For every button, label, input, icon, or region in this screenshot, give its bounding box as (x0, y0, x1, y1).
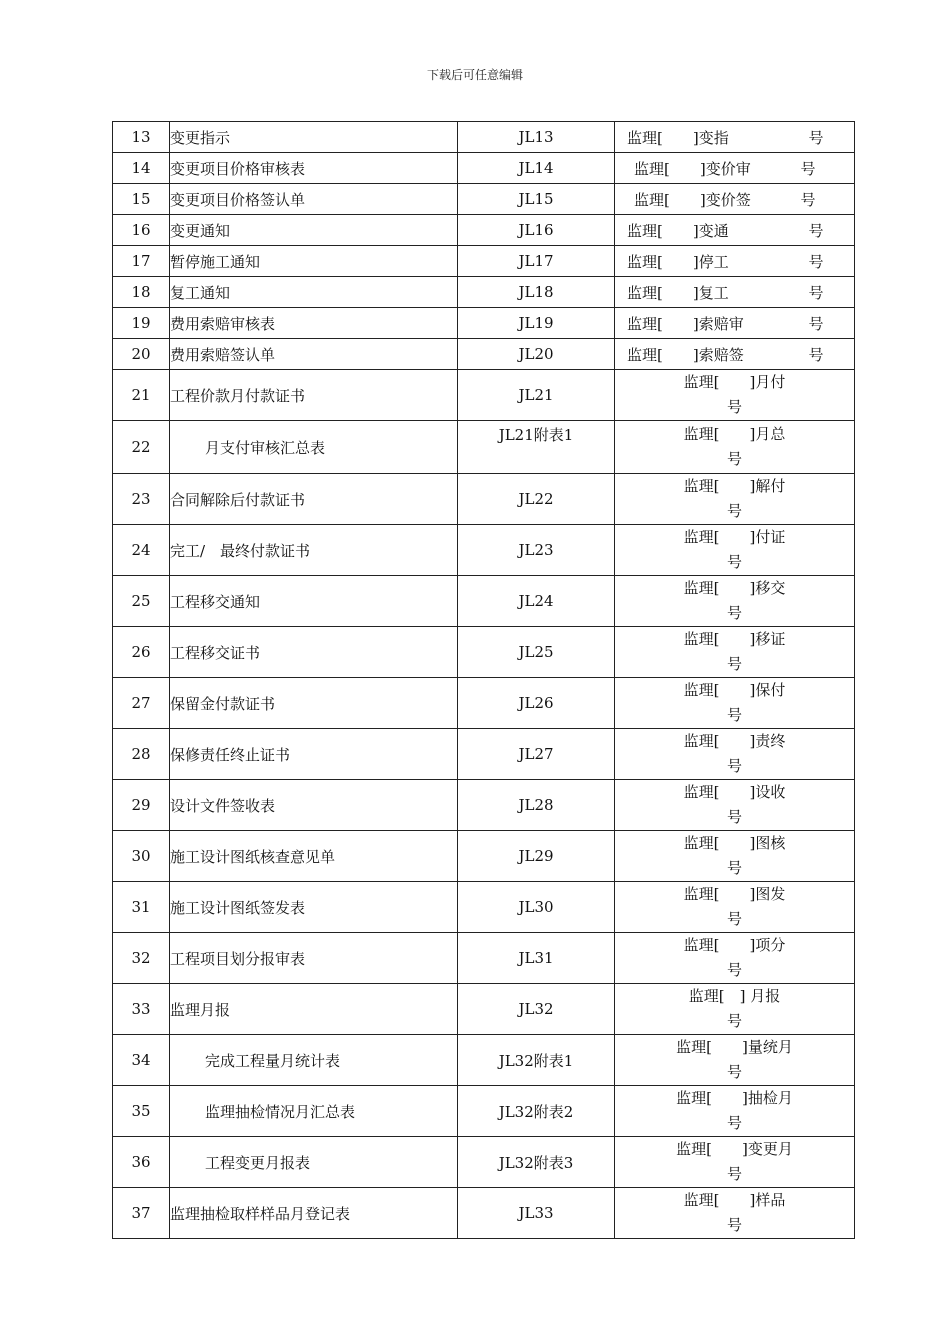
form-code: JL21 (458, 370, 615, 421)
document-number-format (615, 370, 855, 421)
form-code: JL30 (458, 882, 615, 933)
form-code: JL17 (458, 246, 615, 277)
ref-line-2: 号 (726, 1165, 742, 1183)
row-number: 32 (113, 933, 170, 984)
form-name: 暂停施工通知 (170, 246, 458, 277)
form-name: 完成工程量月统计表 (170, 1035, 458, 1086)
row-number: 36 (113, 1137, 170, 1188)
form-code: JL16 (458, 215, 615, 246)
row-number: 33 (113, 984, 170, 1035)
ref-line-1: 监理[ ]责终 (683, 732, 786, 750)
document-number-format (615, 933, 855, 984)
ref-line-2: 号 (726, 1012, 742, 1030)
ref-line-1: 监理[ ]移交 (683, 579, 786, 597)
row-number: 22 (113, 421, 170, 474)
row-number: 24 (113, 525, 170, 576)
ref-line-2: 号 (726, 859, 742, 877)
row-number: 37 (113, 1188, 170, 1239)
table-row (113, 780, 855, 831)
form-name: 工程项目划分报审表 (170, 933, 458, 984)
table-row (113, 882, 855, 933)
table-row (113, 576, 855, 627)
table-row (113, 421, 855, 474)
row-number: 31 (113, 882, 170, 933)
table-row (113, 1035, 855, 1086)
table-row (113, 831, 855, 882)
table-row (113, 308, 855, 339)
form-name: 工程价款月付款证书 (170, 370, 458, 421)
row-number: 30 (113, 831, 170, 882)
document-number-format (615, 1137, 855, 1188)
form-name: 工程移交通知 (170, 576, 458, 627)
form-index-table (112, 121, 855, 1239)
row-number: 19 (113, 308, 170, 339)
row-number: 27 (113, 678, 170, 729)
table-row (113, 525, 855, 576)
row-number: 13 (113, 122, 170, 153)
page-header: 下载后可任意编辑 (426, 68, 523, 82)
form-code: JL22 (458, 474, 615, 525)
form-name: 变更项目价格签认单 (170, 184, 458, 215)
table-row (113, 184, 855, 215)
document-number-format (615, 1086, 855, 1137)
table-row (113, 729, 855, 780)
form-code: JL31 (458, 933, 615, 984)
ref-line-1: 监理[ ]付证 (683, 528, 786, 546)
document-number-format (615, 421, 855, 474)
ref-line-2: 号 (726, 1063, 742, 1081)
form-name: 合同解除后付款证书 (170, 474, 458, 525)
row-number: 21 (113, 370, 170, 421)
document-number-format (615, 1035, 855, 1086)
form-code: JL32附表1 (458, 1035, 615, 1086)
row-number: 14 (113, 153, 170, 184)
form-name: 费用索赔签认单 (170, 339, 458, 370)
form-code: JL25 (458, 627, 615, 678)
ref-line-2: 号 (726, 1114, 742, 1132)
form-name: 保修责任终止证书 (170, 729, 458, 780)
ref-line-1: 监理[ ]解付 (683, 477, 786, 495)
table-row (113, 933, 855, 984)
table-row (113, 984, 855, 1035)
form-name: 完工/ 最终付款证书 (170, 525, 458, 576)
document-number-format (615, 984, 855, 1035)
ref-line-1: 监理[ ]抽检月 (676, 1089, 793, 1107)
table-row (113, 1188, 855, 1239)
form-code: JL27 (458, 729, 615, 780)
table-row (113, 246, 855, 277)
form-code: JL18 (458, 277, 615, 308)
form-code: JL21附表1 (458, 421, 615, 474)
ref-line-1: 监理[ ]移证 (683, 630, 786, 648)
row-number: 25 (113, 576, 170, 627)
form-code: JL26 (458, 678, 615, 729)
form-code: JL20 (458, 339, 615, 370)
form-name: 保留金付款证书 (170, 678, 458, 729)
ref-line-2: 号 (726, 450, 742, 468)
ref-line-2: 号 (726, 1216, 742, 1234)
form-code: JL14 (458, 153, 615, 184)
document-number-format (615, 729, 855, 780)
form-code: JL32 (458, 984, 615, 1035)
table-row (113, 277, 855, 308)
form-code: JL15 (458, 184, 615, 215)
row-number: 26 (113, 627, 170, 678)
row-number: 35 (113, 1086, 170, 1137)
ref-line-1: 监理[ ]样品 (683, 1191, 786, 1209)
form-code: JL23 (458, 525, 615, 576)
form-name: 复工通知 (170, 277, 458, 308)
document-number-format (615, 474, 855, 525)
document-number-format (615, 831, 855, 882)
row-number: 23 (113, 474, 170, 525)
ref-line-1: 监理[ ]保付 (683, 681, 786, 699)
row-number: 28 (113, 729, 170, 780)
ref-line-1: 监理[ ] 月报 (688, 987, 781, 1005)
table-row (113, 339, 855, 370)
ref-line-1: 监理[ ]项分 (683, 936, 786, 954)
row-number: 29 (113, 780, 170, 831)
form-code: JL13 (458, 122, 615, 153)
form-name: 费用索赔审核表 (170, 308, 458, 339)
form-name: 监理月报 (170, 984, 458, 1035)
document-number-format: 监理[ ]变价签 号 (615, 184, 855, 215)
ref-line-1: 监理[ ]月总 (683, 425, 786, 443)
form-name: 施工设计图纸签发表 (170, 882, 458, 933)
ref-line-2: 号 (726, 910, 742, 928)
ref-line-2: 号 (726, 398, 742, 416)
row-number: 20 (113, 339, 170, 370)
row-number: 16 (113, 215, 170, 246)
table-row (113, 474, 855, 525)
row-number: 15 (113, 184, 170, 215)
ref-line-2: 号 (726, 553, 742, 571)
form-code: JL29 (458, 831, 615, 882)
form-code: JL32附表2 (458, 1086, 615, 1137)
table-row (113, 215, 855, 246)
form-name: 变更指示 (170, 122, 458, 153)
ref-line-2: 号 (726, 706, 742, 724)
row-number: 18 (113, 277, 170, 308)
form-code: JL19 (458, 308, 615, 339)
ref-line-1: 监理[ ]图发 (683, 885, 786, 903)
document-number-format: 监理[ ]变指 号 (615, 122, 855, 153)
table-row (113, 1086, 855, 1137)
ref-line-2: 号 (726, 808, 742, 826)
form-name: 监理抽检取样样品月登记表 (170, 1188, 458, 1239)
document-number-format (615, 1188, 855, 1239)
ref-line-1: 监理[ ]变更月 (676, 1140, 793, 1158)
form-code: JL28 (458, 780, 615, 831)
ref-line-1: 监理[ ]量统月 (676, 1038, 793, 1056)
ref-line-2: 号 (726, 757, 742, 775)
document-number-format (615, 576, 855, 627)
form-name: 月支付审核汇总表 (170, 421, 458, 474)
ref-line-1: 监理[ ]月付 (683, 373, 786, 391)
ref-line-2: 号 (726, 961, 742, 979)
form-name: 设计文件签收表 (170, 780, 458, 831)
document-number-format: 监理[ ]变价审 号 (615, 153, 855, 184)
document-number-format (615, 525, 855, 576)
table-row (113, 153, 855, 184)
form-name: 工程移交证书 (170, 627, 458, 678)
document-number-format: 监理[ ]索赔审 号 (615, 308, 855, 339)
ref-line-1: 监理[ ]设收 (683, 783, 786, 801)
form-name: 施工设计图纸核查意见单 (170, 831, 458, 882)
table-row (113, 122, 855, 153)
table-row (113, 627, 855, 678)
form-name: 监理抽检情况月汇总表 (170, 1086, 458, 1137)
document-number-format: 监理[ ]索赔签 号 (615, 339, 855, 370)
table-row (113, 678, 855, 729)
document-number-format (615, 678, 855, 729)
document-number-format: 监理[ ]复工 号 (615, 277, 855, 308)
form-name: 变更项目价格审核表 (170, 153, 458, 184)
form-name: 变更通知 (170, 215, 458, 246)
ref-line-1: 监理[ ]图核 (683, 834, 786, 852)
ref-line-2: 号 (726, 604, 742, 622)
ref-line-2: 号 (726, 502, 742, 520)
form-name: 工程变更月报表 (170, 1137, 458, 1188)
form-code: JL24 (458, 576, 615, 627)
document-number-format (615, 627, 855, 678)
table-row (113, 1137, 855, 1188)
document-number-format: 监理[ ]变通 号 (615, 215, 855, 246)
ref-line-2: 号 (726, 655, 742, 673)
form-code: JL33 (458, 1188, 615, 1239)
table-row (113, 370, 855, 421)
row-number: 34 (113, 1035, 170, 1086)
form-code: JL32附表3 (458, 1137, 615, 1188)
row-number: 17 (113, 246, 170, 277)
document-number-format: 监理[ ]停工 号 (615, 246, 855, 277)
document-number-format (615, 780, 855, 831)
document-number-format (615, 882, 855, 933)
